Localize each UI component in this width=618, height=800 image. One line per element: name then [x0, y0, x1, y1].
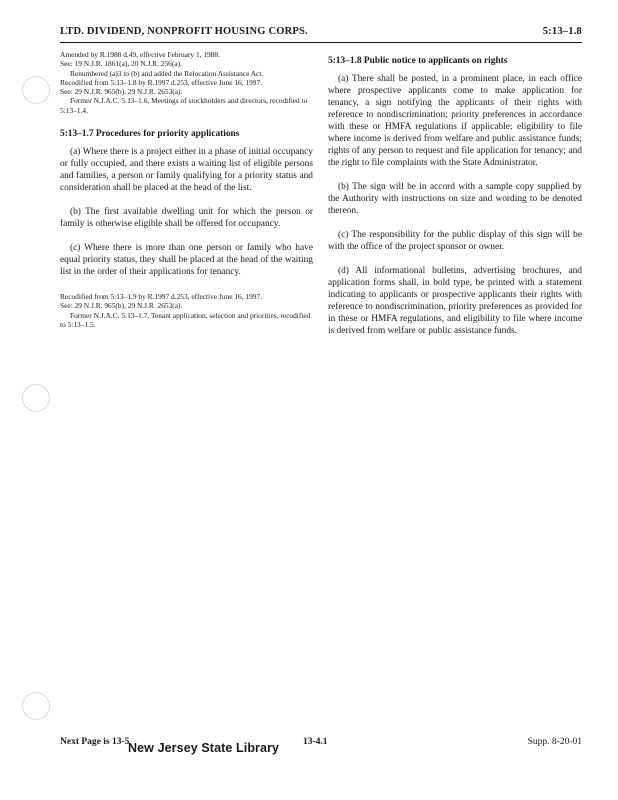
history-note: Recodified from 5:13–1.8 by R.1997 d.253, effective June 16, 1997. [60, 77, 263, 87]
paragraph-b: (b) The sign will be in accord with a sample copy supplied by the Authority with instructions on size and wording to be denoted thereon. [328, 182, 582, 216]
history-notes-bottom [60, 292, 313, 329]
library-watermark: New Jersey State Library [128, 741, 280, 755]
history-notes-top [60, 50, 313, 115]
left-column [60, 50, 313, 329]
punch-hole-middle [22, 384, 50, 412]
punch-hole-bottom [22, 692, 50, 720]
page-number: 13-4.1 [303, 737, 328, 747]
right-column [328, 50, 582, 349]
running-head-title: LTD. DIVIDEND, NONPROFIT HOUSING CORPS. [60, 26, 308, 37]
paragraph-a: (a) There shall be posted, in a prominent place, in each office where prospective applicants come to make application for tenancy, a sign notifying the applicants of their rights with reference to nondiscrimination; priority preferences in accordance with these or HMFA regulations if applicable; eligibility to file where income is derived from welfare and public assistance funds; rights of any person to request and file application for tenancy; and the right to file complaints with the State Administrator. [328, 74, 582, 168]
punch-hole-top [22, 76, 50, 104]
history-note: Recodified from 5:13–1.9 by R.1997 d.253, effective June 16, 1997. [60, 292, 263, 302]
paragraph-b: (b) The first available dwelling unit for which the person or family is otherwise eligible shall be offered for occupancy. [60, 207, 313, 230]
section-title-5-13-1-7: 5:13–1.7 Procedures for priority applications [60, 129, 240, 140]
history-note: Renumbered (a)3 to (b) and added the Relocation Assistance Act. [70, 68, 264, 78]
paragraph-c: (c) Where there is more than one person or family who have equal priority status, they shall be placed at the head of the waiting list in the order of their applications for tenancy. [60, 243, 313, 278]
history-note: See: 29 N.J.R. 965(b), 29 N.J.R. 2653(a). [60, 87, 183, 97]
next-page-note: Next Page is 13-5 [60, 737, 130, 747]
supplement-date: Supp. 8-20-01 [527, 737, 582, 747]
history-note: Amended by R.1988 d.49, effective February 1, 1988. [60, 50, 220, 59]
history-note: See: 29 N.J.R. 965(b), 29 N.J.R. 2653(a). [60, 301, 183, 311]
paragraph-c: (c) The responsibility for the public display of this sign will be with the office of the project sponsor or owner. [328, 230, 582, 252]
history-note: Former N.J.A.C. 5:13–1.7, Tenant application, selection and priorities, recodified to 5:13–1.5. [60, 310, 311, 329]
running-head [60, 26, 582, 37]
section-title-5-13-1-8: 5:13–1.8 Public notice to applicants on rights [328, 56, 508, 66]
paragraph-d: (d) All informational bulletins, advertising brochures, and application forms shall, in bold type, be printed with a statement indicating to applicants or prospective applicants their rights with reference to nondiscrimination, priority preferences as provided for in these or HMFA regulations, and eligibility to file where income is derived from welfare or public assistance funds. [328, 266, 582, 336]
history-note: Former N.J.A.C. 5:13–1.6, Meetings of stockholders and directors, recodified to 5:13–1.4. [60, 96, 308, 115]
paragraph-a: (a) Where there is a project either in a phase of initial occupancy or fully occupied, and there exists a waiting list of eligible persons and families, a person or family qualifying for a priority status and consideration shall be placed at the head of the list. [60, 147, 313, 194]
history-note: See: 19 N.J.R. 1861(a), 20 N.J.R. 256(a). [60, 59, 182, 69]
running-head-section: 5:13–1.8 [542, 26, 582, 37]
header-rule [60, 42, 582, 43]
